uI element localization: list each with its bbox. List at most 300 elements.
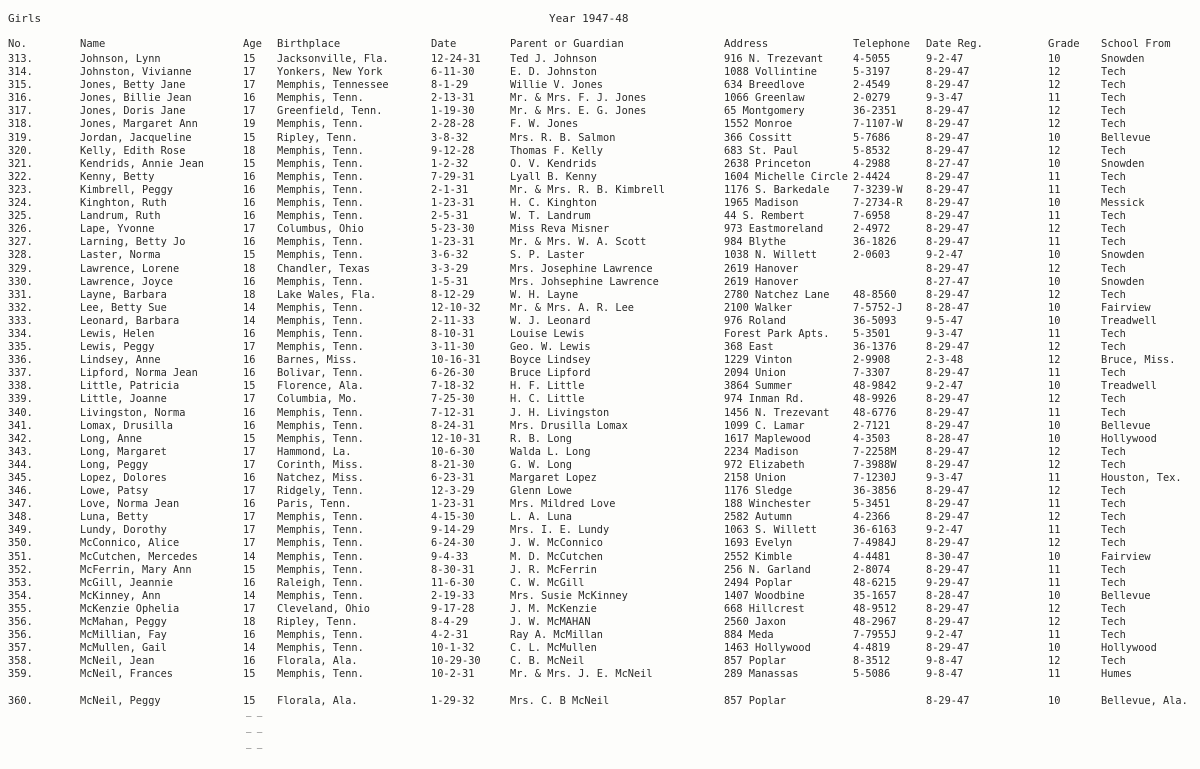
cell-address: 683 St. Paul: [724, 144, 799, 157]
cell-address: 2158 Union: [724, 472, 786, 484]
cell-no: 336.: [8, 354, 33, 367]
cell-grade: 11: [1048, 170, 1061, 183]
cell-no: 333.: [8, 314, 33, 327]
col-header-parent: Parent or Guardian: [510, 38, 624, 50]
cell-date: 1-29-32: [431, 694, 475, 707]
cell-telephone: 2-7121: [853, 419, 891, 432]
cell-name: McMillian, Fay: [80, 629, 167, 642]
cell-birthplace: Bolivar, Tenn.: [277, 367, 364, 380]
cell-parent: Mrs. R. B. Salmon: [510, 131, 616, 144]
cell-parent: Lyall B. Kenny: [510, 170, 597, 183]
cell-age: 16: [243, 92, 256, 105]
table-row: [0, 276, 1200, 289]
cell-date-reg: 9-3-47: [926, 472, 964, 484]
cell-address: 2094 Union: [724, 367, 786, 380]
cell-address: 976 Roland: [724, 314, 786, 327]
cell-grade: 12: [1048, 288, 1061, 301]
cell-birthplace: Columbus, Ohio: [277, 223, 364, 236]
cell-name: McCutchen, Mercedes: [80, 550, 198, 563]
cell-no: 331.: [8, 288, 33, 301]
cell-school-from: Tech: [1101, 118, 1126, 131]
cell-grade: 11: [1048, 183, 1061, 196]
cell-no: 348.: [8, 511, 33, 524]
cell-no: 325.: [8, 210, 33, 223]
cell-parent: Mr. & Mrs. R. B. Kimbrell: [510, 183, 665, 196]
cell-date: 1-23-31: [431, 197, 475, 210]
cell-name: Kendrids, Annie Jean: [80, 157, 204, 170]
cell-name: Long, Anne: [80, 432, 142, 445]
cell-school-from: Tech: [1101, 393, 1126, 406]
cell-no: 346.: [8, 485, 33, 498]
cell-parent: Louise Lewis: [510, 327, 585, 340]
cell-name: Johnson, Lynn: [80, 53, 161, 65]
cell-address: 2780 Natchez Lane: [724, 288, 830, 301]
cell-parent: Mrs. Drusilla Lomax: [510, 419, 628, 432]
cell-no: 345.: [8, 472, 33, 484]
cell-date: 2-13-31: [431, 92, 475, 105]
cell-address: 44 S. Rembert: [724, 210, 805, 223]
cell-birthplace: Raleigh, Tenn.: [277, 576, 364, 589]
cell-date-reg: 8-29-47: [926, 602, 970, 615]
cell-grade: 12: [1048, 354, 1061, 367]
cell-name: McKinney, Ann: [80, 589, 161, 602]
cell-name: McNeil, Jean: [80, 655, 155, 668]
cell-parent: F. W. Jones: [510, 118, 579, 131]
cell-parent: C. B. McNeil: [510, 655, 585, 668]
cell-age: 17: [243, 537, 256, 550]
cell-date: 8-4-29: [431, 616, 469, 629]
cell-no: 322.: [8, 170, 33, 183]
cell-age: 17: [243, 511, 256, 524]
cell-name: Lowe, Patsy: [80, 485, 149, 498]
table-row: [0, 302, 1200, 315]
cell-grade: 12: [1048, 66, 1061, 79]
cell-name: Johnston, Vivianne: [80, 66, 192, 79]
cell-parent: M. D. McCutchen: [510, 550, 603, 563]
cell-telephone: 2-4972: [853, 223, 891, 236]
cell-no: 328.: [8, 249, 33, 262]
cell-address: 1617 Maplewood: [724, 432, 811, 445]
cell-date-reg: 9-3-47: [926, 92, 964, 105]
cell-age: 17: [243, 79, 256, 92]
cell-date-reg: 9-2-47: [926, 249, 964, 262]
cell-grade: 10: [1048, 197, 1061, 210]
cell-school-from: Tech: [1101, 563, 1126, 576]
cell-age: 16: [243, 498, 256, 511]
cell-grade: 10: [1048, 380, 1061, 393]
cell-school-from: Tech: [1101, 92, 1126, 105]
cell-date: 8-24-31: [431, 419, 475, 432]
cell-name: McMahan, Peggy: [80, 616, 167, 629]
table-row: [0, 407, 1200, 420]
cell-birthplace: Memphis, Tenn.: [277, 419, 364, 432]
cell-date-reg: 8-29-47: [926, 406, 970, 419]
table-row: [0, 236, 1200, 249]
cell-address: 634 Breedlove: [724, 79, 805, 92]
cell-no: 319.: [8, 131, 33, 144]
cell-parent: Ray A. McMillan: [510, 629, 603, 642]
cell-telephone: 4-3503: [853, 432, 891, 445]
cell-parent: Mr. & Mrs. E. G. Jones: [510, 105, 647, 118]
cell-date-reg: 9-2-47: [926, 53, 964, 65]
table-row: [0, 158, 1200, 171]
cell-no: 315.: [8, 79, 33, 92]
cell-telephone: 48-9926: [853, 393, 897, 406]
cell-date: 10-29-30: [431, 655, 481, 668]
cell-address: 1099 C. Lamar: [724, 419, 805, 432]
cell-telephone: 35-1657: [853, 589, 897, 602]
cell-name: Lawrence, Lorene: [80, 262, 180, 275]
cell-no: 324.: [8, 197, 33, 210]
cell-school-from: Snowden: [1101, 249, 1145, 262]
cell-parent: Thomas F. Kelly: [510, 144, 603, 157]
cell-school-from: Tech: [1101, 406, 1126, 419]
cell-no: 357.: [8, 642, 33, 655]
cell-parent: Miss Reva Misner: [510, 223, 610, 236]
cell-name: Lee, Betty Sue: [80, 301, 167, 314]
cell-birthplace: Memphis, Tenn.: [277, 118, 364, 131]
table-row: [0, 642, 1200, 655]
cell-date-reg: 8-29-47: [926, 144, 970, 157]
cell-grade: 12: [1048, 118, 1061, 131]
cell-grade: 10: [1048, 589, 1061, 602]
cell-date: 2-5-31: [431, 210, 469, 223]
cell-parent: S. P. Laster: [510, 249, 585, 262]
cell-school-from: Bellevue: [1101, 131, 1151, 144]
cell-no: 330.: [8, 275, 33, 288]
cell-name: Kenny, Betty: [80, 170, 155, 183]
cell-birthplace: Barnes, Miss.: [277, 354, 358, 367]
cell-birthplace: Memphis, Tenn.: [277, 563, 364, 576]
cell-date: 1-2-32: [431, 157, 469, 170]
cell-name: Long, Peggy: [80, 458, 149, 471]
cell-birthplace: Memphis, Tenn.: [277, 157, 364, 170]
cell-no: 360.: [8, 694, 33, 707]
cell-parent: C. W. McGill: [510, 576, 585, 589]
cell-telephone: 2-4424: [853, 170, 891, 183]
cell-date-reg: 8-29-47: [926, 537, 970, 550]
cell-age: 17: [243, 66, 256, 79]
cell-age: 14: [243, 550, 256, 563]
cell-age: 15: [243, 694, 256, 707]
cell-age: 16: [243, 183, 256, 196]
cell-address: 973 Eastmoreland: [724, 223, 824, 236]
cell-no: 335.: [8, 341, 33, 354]
cell-telephone: 4-2988: [853, 157, 891, 170]
cell-age: 16: [243, 655, 256, 668]
cell-address: 916 N. Trezevant: [724, 53, 824, 65]
cell-name: Jones, Doris Jane: [80, 105, 186, 118]
cell-age: 15: [243, 53, 256, 65]
cell-telephone: 5-5086: [853, 668, 891, 681]
cell-parent: J. R. McFerrin: [510, 563, 597, 576]
cell-grade: 11: [1048, 236, 1061, 249]
cell-date: 1-23-31: [431, 236, 475, 249]
cell-address: 188 Winchester: [724, 498, 811, 511]
cell-school-from: Tech: [1101, 105, 1126, 118]
cell-address: 1456 N. Trezevant: [724, 406, 830, 419]
cell-no: 332.: [8, 301, 33, 314]
cell-date-reg: 8-27-47: [926, 157, 970, 170]
cell-name: Kinghton, Ruth: [80, 197, 167, 210]
cell-no: 313.: [8, 53, 33, 65]
cell-grade: 11: [1048, 406, 1061, 419]
cell-school-from: Houston, Tex.: [1101, 472, 1182, 484]
cell-telephone: 48-2967: [853, 616, 897, 629]
cell-date: 1-5-31: [431, 275, 469, 288]
cell-name: Jones, Margaret Ann: [80, 118, 198, 131]
cell-age: 16: [243, 472, 256, 484]
cell-grade: 10: [1048, 131, 1061, 144]
cell-name: McFerrin, Mary Ann: [80, 563, 192, 576]
cell-school-from: Hollywood: [1101, 642, 1157, 655]
cell-grade: 11: [1048, 576, 1061, 589]
cell-parent: E. D. Johnston: [510, 66, 597, 79]
cell-address: 2552 Kimble: [724, 550, 793, 563]
cell-school-from: Tech: [1101, 341, 1126, 354]
cell-age: 17: [243, 341, 256, 354]
cell-grade: 10: [1048, 157, 1061, 170]
cell-birthplace: Memphis, Tenn.: [277, 275, 364, 288]
cell-address: 2560 Jaxon: [724, 616, 786, 629]
cell-address: 984 Blythe: [724, 236, 786, 249]
cell-age: 16: [243, 354, 256, 367]
cell-birthplace: Florence, Ala.: [277, 380, 364, 393]
cell-date-reg: 2-3-48: [926, 354, 964, 367]
cell-age: 15: [243, 157, 256, 170]
cell-address: 1176 S. Barkedale: [724, 183, 830, 196]
cell-grade: 10: [1048, 275, 1061, 288]
cell-name: Little, Patricia: [80, 380, 180, 393]
cell-grade: 10: [1048, 249, 1061, 262]
cell-no: 356.: [8, 616, 33, 629]
cell-no: 337.: [8, 367, 33, 380]
cell-date: 10-6-30: [431, 445, 475, 458]
cell-date: 6-11-30: [431, 66, 475, 79]
cell-school-from: Tech: [1101, 236, 1126, 249]
cell-telephone: 36-1376: [853, 341, 897, 354]
cell-no: 351.: [8, 550, 33, 563]
cell-telephone: 5-7686: [853, 131, 891, 144]
cell-birthplace: Memphis, Tenn.: [277, 301, 364, 314]
cell-birthplace: Cleveland, Ohio: [277, 602, 370, 615]
cell-address: 3864 Summer: [724, 380, 793, 393]
cell-age: 16: [243, 367, 256, 380]
cell-date: 4-15-30: [431, 511, 475, 524]
cell-birthplace: Natchez, Miss.: [277, 472, 364, 484]
cell-telephone: 48-6776: [853, 406, 897, 419]
cell-school-from: Tech: [1101, 485, 1126, 498]
cell-age: 17: [243, 393, 256, 406]
cell-date-reg: 8-29-47: [926, 105, 970, 118]
cell-birthplace: Memphis, Tenn.: [277, 668, 364, 681]
cell-date-reg: 8-29-47: [926, 563, 970, 576]
cell-name: Jones, Billie Jean: [80, 92, 192, 105]
cell-school-from: Messick: [1101, 197, 1145, 210]
cell-date-reg: 8-29-47: [926, 223, 970, 236]
cell-date-reg: 8-29-47: [926, 694, 970, 707]
cell-grade: 11: [1048, 498, 1061, 511]
cell-address: 2638 Princeton: [724, 157, 811, 170]
cell-school-from: Tech: [1101, 327, 1126, 340]
cell-name: Lipford, Norma Jean: [80, 367, 198, 380]
cell-name: Jordan, Jacqueline: [80, 131, 192, 144]
cell-name: Lomax, Drusilla: [80, 419, 173, 432]
cell-birthplace: Memphis, Tenn.: [277, 314, 364, 327]
cell-age: 14: [243, 301, 256, 314]
cell-telephone: 2-0279: [853, 92, 891, 105]
cell-address: 1604 Michelle Circle: [724, 170, 848, 183]
table-row: [0, 132, 1200, 145]
cell-school-from: Tech: [1101, 223, 1126, 236]
cell-age: 14: [243, 314, 256, 327]
cell-name: Landrum, Ruth: [80, 210, 161, 223]
cell-address: 884 Meda: [724, 629, 774, 642]
table-row: [0, 577, 1200, 590]
table-row: [0, 66, 1200, 79]
header-girls-label: Girls: [8, 12, 42, 25]
cell-date-reg: 9-5-47: [926, 314, 964, 327]
cell-no: 356.: [8, 629, 33, 642]
cell-grade: 12: [1048, 485, 1061, 498]
cell-date-reg: 9-2-47: [926, 629, 964, 642]
cell-no: 347.: [8, 498, 33, 511]
cell-date: 12-3-29: [431, 485, 475, 498]
cell-grade: 11: [1048, 367, 1061, 380]
cell-age: 16: [243, 236, 256, 249]
cell-no: 317.: [8, 105, 33, 118]
cell-date: 8-1-29: [431, 79, 469, 92]
table-row: [0, 289, 1200, 302]
cell-age: 16: [243, 210, 256, 223]
table-row: [0, 171, 1200, 184]
ledger-rows: [0, 53, 1200, 708]
cell-date-reg: 8-28-47: [926, 589, 970, 602]
cell-parent: H. C. Kinghton: [510, 197, 597, 210]
col-header-grade: Grade: [1048, 38, 1080, 50]
col-header-telephone: Telephone: [853, 38, 910, 50]
table-row: [0, 341, 1200, 354]
cell-birthplace: Memphis, Tenn.: [277, 341, 364, 354]
cell-age: 18: [243, 144, 256, 157]
cell-age: 16: [243, 419, 256, 432]
cell-school-from: Bellevue: [1101, 589, 1151, 602]
cell-age: 16: [243, 327, 256, 340]
cell-parent: R. B. Long: [510, 432, 572, 445]
cell-date-reg: 8-29-47: [926, 210, 970, 223]
table-row: [0, 354, 1200, 367]
cell-date: 3-3-29: [431, 262, 469, 275]
cell-school-from: Tech: [1101, 537, 1126, 550]
col-header-name: Name: [80, 38, 106, 50]
cell-telephone: 48-9842: [853, 380, 897, 393]
cell-parent: Mrs. Susie McKinney: [510, 589, 628, 602]
cell-name: McConnico, Alice: [80, 537, 180, 550]
cell-telephone: 7-1107-W: [853, 118, 903, 131]
cell-parent: Mr. & Mrs. J. E. McNeil: [510, 668, 653, 681]
cell-parent: H. C. Little: [510, 393, 585, 406]
cell-parent: Glenn Lowe: [510, 485, 572, 498]
cell-parent: G. W. Long: [510, 458, 572, 471]
cell-name: Layne, Barbara: [80, 288, 167, 301]
cell-date: 7-29-31: [431, 170, 475, 183]
cell-grade: 12: [1048, 105, 1061, 118]
cell-telephone: 36-3856: [853, 485, 897, 498]
cell-name: Lopez, Dolores: [80, 472, 167, 484]
cell-date: 2-28-28: [431, 118, 475, 131]
cell-parent: J. H. Livingston: [510, 406, 610, 419]
table-row: [0, 184, 1200, 197]
cell-date-reg: 8-29-47: [926, 197, 970, 210]
cell-parent: Mr. & Mrs. A. R. Lee: [510, 301, 634, 314]
cell-birthplace: Paris, Tenn.: [277, 498, 352, 511]
cell-no: 350.: [8, 537, 33, 550]
col-header-address: Address: [724, 38, 769, 50]
cell-age: 17: [243, 223, 256, 236]
cell-address: 1407 Woodbine: [724, 589, 805, 602]
cell-age: 16: [243, 197, 256, 210]
cell-no: 338.: [8, 380, 33, 393]
cell-school-from: Tech: [1101, 524, 1126, 537]
cell-date-reg: 8-28-47: [926, 432, 970, 445]
cell-grade: 10: [1048, 419, 1061, 432]
cell-address: 1088 Vollintine: [724, 66, 817, 79]
cell-birthplace: Ripley, Tenn.: [277, 131, 358, 144]
cell-address: 2582 Autumn: [724, 511, 793, 524]
cell-no: 355.: [8, 602, 33, 615]
cell-date-reg: 9-3-47: [926, 327, 964, 340]
cell-parent: Mrs. I. E. Lundy: [510, 524, 610, 537]
cell-telephone: 5-3451: [853, 498, 891, 511]
cell-grade: 12: [1048, 144, 1061, 157]
table-row: [0, 629, 1200, 642]
table-row: [0, 79, 1200, 92]
table-row: [0, 511, 1200, 524]
cell-telephone: 8-3512: [853, 655, 891, 668]
cell-parent: H. F. Little: [510, 380, 585, 393]
cell-telephone: 7-3988W: [853, 458, 897, 471]
cell-name: Lindsey, Anne: [80, 354, 161, 367]
cell-grade: 11: [1048, 629, 1061, 642]
cell-birthplace: Lake Wales, Fla.: [277, 288, 377, 301]
cell-school-from: Treadwell: [1101, 380, 1157, 393]
cell-school-from: Tech: [1101, 367, 1126, 380]
table-row: [0, 105, 1200, 118]
cell-name: McNeil, Frances: [80, 668, 173, 681]
table-row: [0, 668, 1200, 681]
cell-school-from: Bellevue, Ala.: [1101, 694, 1188, 707]
cell-address: 2494 Poplar: [724, 576, 793, 589]
cell-date-reg: 8-29-47: [926, 288, 970, 301]
cell-address: 65 Montgomery: [724, 105, 805, 118]
cell-telephone: 7-6958: [853, 210, 891, 223]
cell-birthplace: Jacksonville, Fla.: [277, 53, 389, 65]
cell-school-from: Tech: [1101, 183, 1126, 196]
cell-date: 9-17-28: [431, 602, 475, 615]
cell-date: 8-30-31: [431, 563, 475, 576]
cell-birthplace: Florala, Ala.: [277, 655, 358, 668]
cell-grade: 10: [1048, 642, 1061, 655]
table-row: [0, 564, 1200, 577]
cell-address: 857 Poplar: [724, 694, 786, 707]
cell-name: Lawrence, Joyce: [80, 275, 173, 288]
cell-no: 316.: [8, 92, 33, 105]
cell-school-from: Fairview: [1101, 301, 1151, 314]
cell-date-reg: 8-29-47: [926, 183, 970, 196]
cell-school-from: Tech: [1101, 655, 1126, 668]
cell-address: 1176 Sledge: [724, 485, 793, 498]
cell-parent: Geo. W. Lewis: [510, 341, 591, 354]
